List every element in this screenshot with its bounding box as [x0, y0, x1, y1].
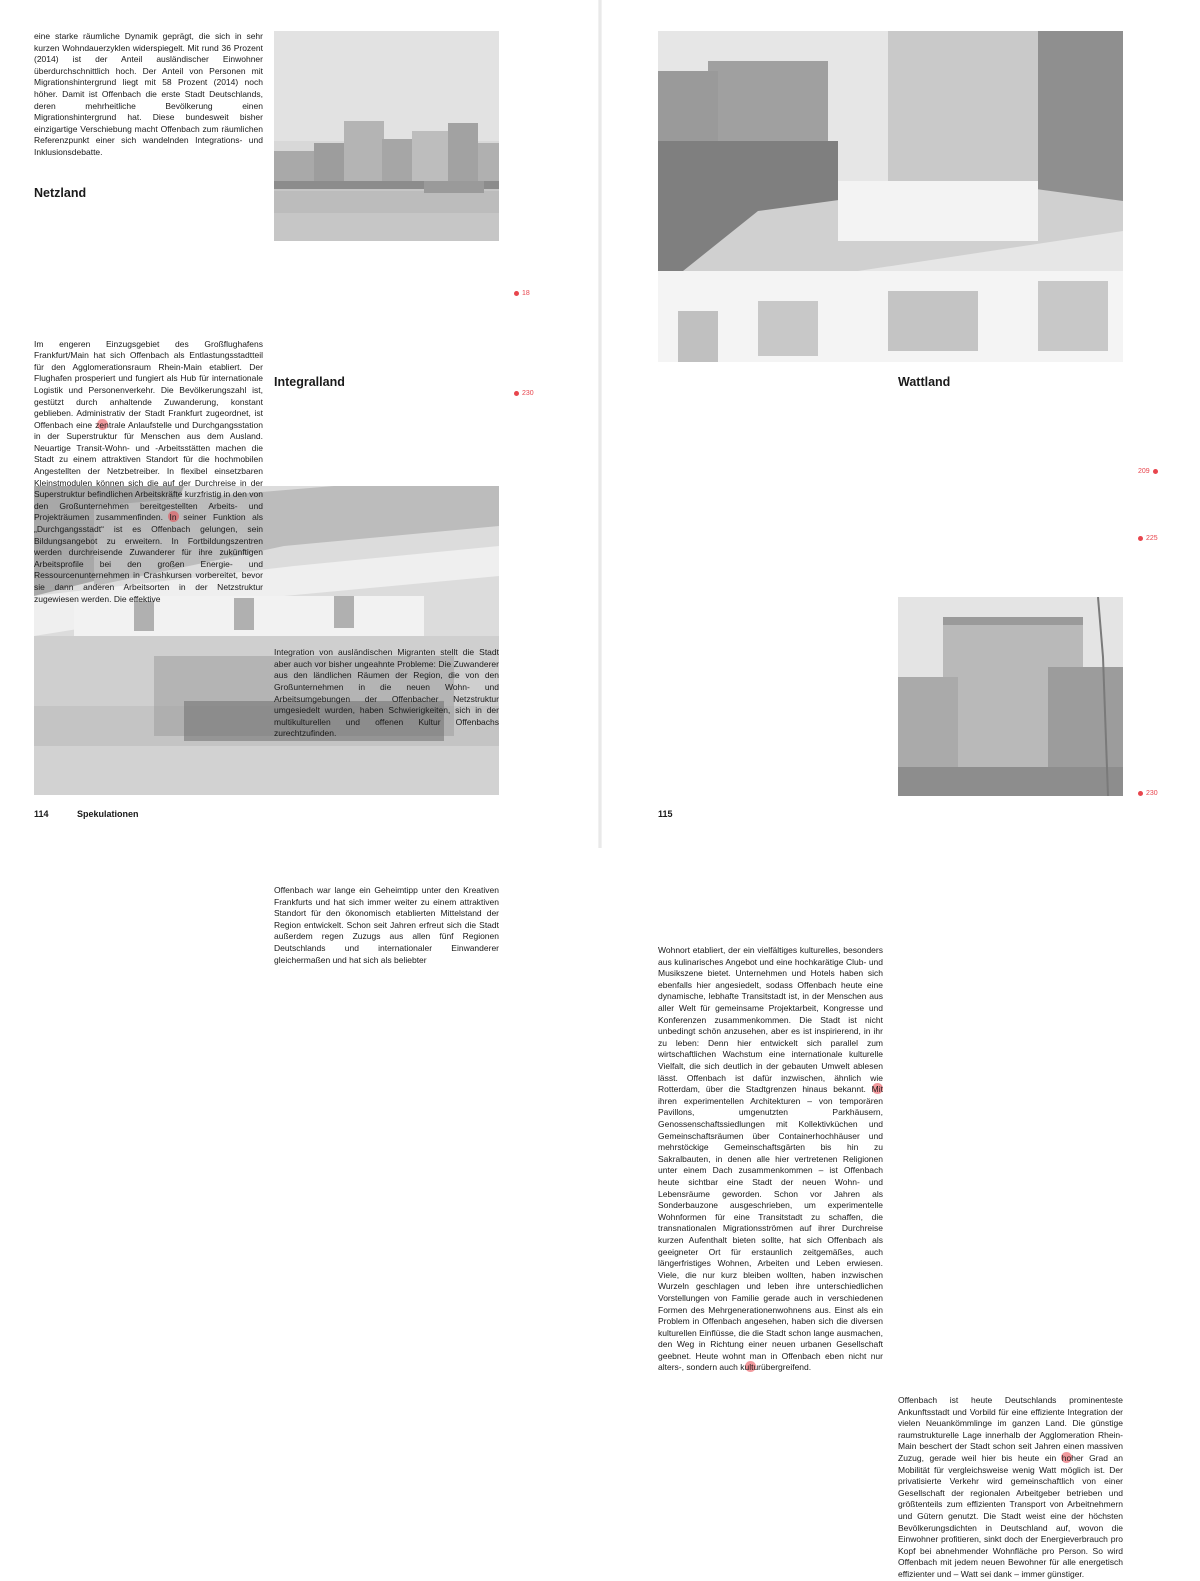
heading-wattland: Wattland [898, 375, 951, 389]
netzland-continuation: Integration von ausländischen Migranten stellt die Stadt aber auch vor bisher ungeahnte Probleme: Die Zuwanderer aus den ländlichen Räumen der Region, die von den Großunternehmen in die neuen Wohn- und Arbeitsumgebungen der Offenbacher Netzstruktur umgesiedelt wurden, haben Schwierigkeiten, sich in der multikulturellen und offenen Kultur Offenbachs zurechtzufinden. [274, 647, 499, 739]
note-dot-icon [514, 391, 519, 396]
page-number-left: 114 [34, 809, 49, 819]
book-gutter [598, 0, 602, 848]
office-tower-photo [658, 31, 1123, 362]
heading-integralland: Integralland [274, 375, 345, 389]
annotation-mark[interactable]: zen [95, 419, 109, 430]
page-number-right: 115 [658, 809, 673, 819]
wattland-text: Offenbach ist heute Deutschlands prominenteste Ankunftsstadt und Vorbild für eine effiziente Integration der vielen Neuankömmlinge im ganzen Land. Die günstige raumstrukturelle Lage innerhalb der Agglomeration Rhein-Main beschert der Stadt schon seit Jahren einen massiven Zuzug, gerade weil hier bis heute ein hoher Grad an Mobilität für vergleichsweise wenig Watt möglich ist. Der privatisierte Verkehr wird gemeinschaftlich von einer Gesellschaft der regionalen Arbeitgeber betrieben und größtenteils zum effizienten Transport von Arbeitnehmern und Gütern genutzt. Die Stadt weist eine der höchsten Bevölkerungsdichten in Deutschland auf, wovon die Einwohner profitieren, sinkt doch der Energieverbrauch pro Kopf bei abnehmender Wohnfläche pro Person. So wird Offenbach mit jedem neuen Bewohner für alle energetisch effizienter und – Watt sei dank – immer günstiger. [898, 1395, 1123, 1579]
annotation-mark[interactable]: ho [1061, 1453, 1072, 1464]
right-column-text: Wohnort etabliert, der ein vielfältiges kulturelles, besonders aus kulinarisches Angebot und eine hochkarätige Club- und Musikszene bietet. Unternehmen und Hotels haben sich ebenfalls hier angesiedelt, sodass Offenbach heute eine dynamische, lebhafte Transitstadt ist, in der Menschen aus aller Welt für gemeinsame Projektarbeit, Kongresse und Konferenzen zusammenkommen. Die Stadt ist nicht unbedingt schön anzusehen, aber es ist inspirierend, in ihr zu leben: Denn hier entwickelt sich parallel zum wirtschaftlichen Wachstum eine internationale kulturelle Vielfalt, die sich deutlich in der gebauten Umwelt ablesen lässt. Offenbach ist dafür inzwischen, ähnlich wie Rotterdam, über die Stadtgrenzen hinaus bekannt. Mit ihren experimentellen Architekturen – von temporären Pavillons, umgenutzten Parkhäusern, Genossenschaftssiedlungen mit Kollektivküchen und Gemeinschaftsräumen über Containerhochhäuser und mehrstöckige Gemeinschaftsgärten bis hin zu Sakralbauten, in denen alle hier vertretenen Religionen unter einem Dach zusammenkommen – ist Offenbach heute sichtbar eine Stadt der neuen Wohn- und Lebensräume geworden. Schon vor Jahren als Sonderbauzone ausgeschrieben, um experimentelle Wohnformen für eine Transitstadt zu schaffen, die transnationalen Migrationsströmen auf ihrer Durchreise kurzen Aufenthalt bieten sollte, hat sich Offenbach als geeigneter Ort für erstaunlich zeitgemäßes, auch längerfristiges Wohnen, Arbeiten und Leben erwiesen. Viele, die nur kurz bleiben wollten, haben inzwischen Wurzeln geschlagen und leben ihre unterschiedlichen Vorstellungen von Familie gerade auch in verschiedenen Formen des Mehrgenerationenwohnens aus. Einst als ein Problem in Offenbach angesehen, haben sich die diversen kulturellen Einflüsse, die die Stadt schon lange ausmachen, den Weg in Richtung einer neuen urbanen Gesellschaft geebnet. Heute wohnt man in Offenbach eben nicht nur alters-, sondern auch kulturübergreifend. [658, 945, 883, 1373]
note-dot-icon [1138, 536, 1143, 541]
running-head: Spekulationen [77, 809, 139, 819]
note-dot-icon [1153, 469, 1158, 474]
river-waterfront-photo [274, 31, 499, 241]
margin-note[interactable]: 230 [514, 389, 534, 398]
note-dot-icon [1138, 791, 1143, 796]
heading-netzland: Netzland [34, 186, 87, 200]
annotation-mark[interactable]: Mit [871, 1084, 883, 1095]
margin-note[interactable]: 209 [1138, 467, 1158, 476]
intro-paragraph: eine starke räumliche Dynamik geprägt, die sich in sehr kurzen Wohndauerzyklen widerspiegelt. Mit rund 36 Prozent (2014) ist der Anteil ausländischer Einwohner überdurchschnittlich hoch. Der Anteil von Personen mit Migrationshintergrund liegt mit 58 Prozent (2014) noch höher. Damit ist Offenbach die erste Stadt Deutschlands, deren mehrheitliche Bevölkerung einen Migrationshintergrund hat. Diese bundesweit bisher einzigartige Verschiebung macht Offenbach zum räumlichen Referenzpunkt einer sich wandelnden Integrations- und Inklusionsdebatte. [34, 31, 263, 157]
margin-note[interactable]: 18 [514, 289, 530, 298]
netzland-text: Im engeren Einzugsgebiet des Großflughafens Frankfurt/Main hat sich Offenbach als Entlastungsstadtteil für den Agglomerationsraum Rhein-Main etabliert. Der Flughafen prosperiert und fungiert als Hub für internationale Logistik und Personenverkehr. Die Bevölkerungszahl ist, gestützt durch anhaltende Zuwanderung, konstant geblieben. Administrativ der Stadt Frankfurt zugeordnet, ist Offenbach eine zentrale Anlaufstelle und Durchgangsstation in der Superstruktur für Menschen aus dem Ausland. Neuartige Transit-Wohn- und -Arbeitsstätten machen die Stadt zu einem attraktiven Standort für die hochmobilen Angestellten der Netzbetreiber. In flexibel einsetzbaren Kleinstmodulen können sich die auf der Durchreise in der Superstruktur befindlichen Arbeitskräfte kurzfristig in den von den Großunternehmen bereitgestellten Arbeits- und Projekträumen zusammenfinden. In seiner Funktion als „Durchgangsstadt“ ist es Offenbach gelungen, sein Bildungsangebot zu erweitern. In Fortbildungszentren werden durchreisende Zuwanderer für ihre zukünftigen Arbeitsprofile bei den großen Energie- und Ressourcenunternehmen in Crashkursen vorbereitet, bevor sie dann anderen Arbeitsorten in der Netzstruktur zugewiesen werden. Die effektive [34, 338, 264, 604]
integralland-text: Offenbach war lange ein Geheimtipp unter den Kreativen Frankfurts und hat sich immer weiter zu einem attraktiven Standort für den ökonomisch etablierten Mittelstand der Region entwickelt. Schon seit Jahren erfreut sich die Stadt außerdem regen Zuzugs aus allen fünf Regionen Deutschlands und internationaler Einwanderer gleichermaßen und hat sich als beliebter [274, 884, 499, 965]
note-dot-icon [514, 291, 519, 296]
annotation-mark[interactable]: kultur [740, 1362, 762, 1373]
margin-note[interactable]: 225 [1138, 534, 1158, 543]
residential-blocks-photo [898, 597, 1123, 796]
annotation-mark[interactable]: In [169, 512, 177, 523]
margin-note[interactable]: 230 [1138, 789, 1158, 798]
